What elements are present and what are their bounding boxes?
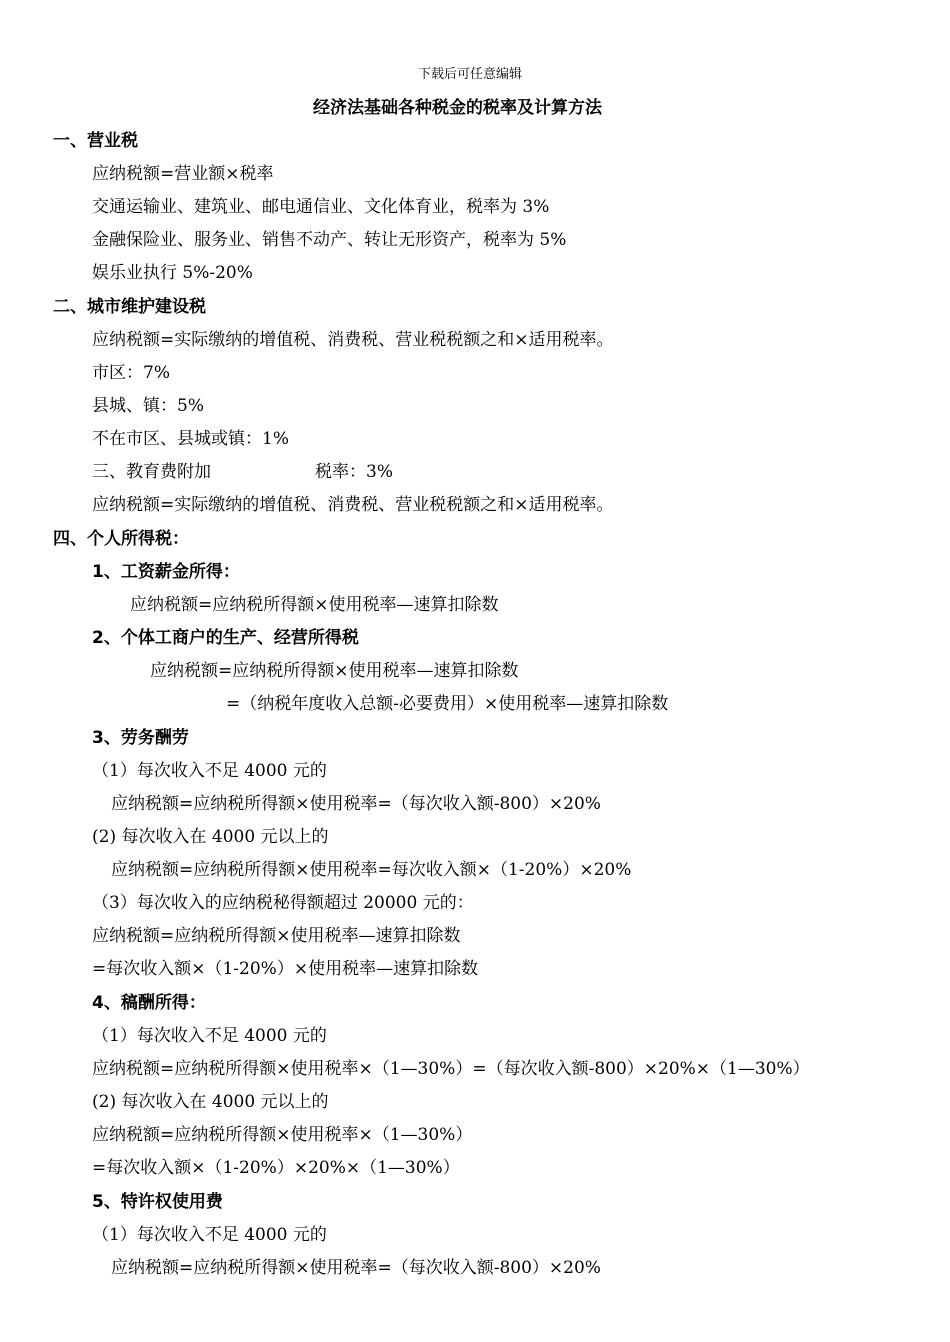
case-line: (2) 每次收入在 4000 元以上的 <box>92 827 329 847</box>
text-line: 娱乐业执行 5%-20% <box>92 263 253 283</box>
formula-line: =每次收入额×（1-20%）×使用税率—速算扣除数 <box>92 959 479 979</box>
formula-line: 应纳税额=应纳税所得额×使用税率=（每次收入额-800）×20% <box>111 794 601 814</box>
subsection-heading: 5、特许权使用费 <box>92 1192 223 1212</box>
formula-line: 应纳税额=实际缴纳的增值税、消费税、营业税税额之和×适用税率。 <box>92 495 614 515</box>
rate-text: 税率：3% <box>315 462 393 482</box>
text-line: 市区：7% <box>92 363 170 383</box>
section-heading-income-tax: 四、个人所得税： <box>53 529 189 549</box>
formula-line: 应纳税额=应纳税所得额×使用税率—速算扣除数 <box>150 661 519 681</box>
case-line: （1）每次收入不足 4000 元的 <box>92 761 327 781</box>
header-note: 下载后可任意编辑 <box>418 67 523 82</box>
section-heading-urban-tax: 二、城市维护建设税 <box>53 297 206 317</box>
formula-line: 应纳税额=应纳税所得额×使用税率—速算扣除数 <box>130 595 499 615</box>
text-line: 交通运输业、建筑业、邮电通信业、文化体育业，税率为 3% <box>92 197 550 217</box>
text-line: 县城、镇：5% <box>92 396 204 416</box>
case-line: （1）每次收入不足 4000 元的 <box>92 1225 327 1245</box>
subsection-heading: 2、个体工商户的生产、经营所得税 <box>92 628 359 648</box>
formula-line: 应纳税额=应纳税所得额×使用税率=每次收入额×（1-20%）×20% <box>111 860 632 880</box>
formula-line: 应纳税额=应纳税所得额×使用税率—速算扣除数 <box>92 926 461 946</box>
subsection-heading: 1、工资薪金所得： <box>92 562 240 582</box>
subsection-heading: 4、稿酬所得： <box>92 993 206 1013</box>
subsection-heading: 3、劳务酬劳 <box>92 728 189 748</box>
page-title: 经济法基础各种税金的税率及计算方法 <box>313 98 602 118</box>
formula-line: =每次收入额×（1-20%）×20%×（1—30%） <box>92 1158 460 1178</box>
formula-line: 应纳税额=实际缴纳的增值税、消费税、营业税税额之和×适用税率。 <box>92 330 614 350</box>
formula-line: 应纳税额=应纳税所得额×使用税率×（1—30%） <box>92 1125 473 1145</box>
formula-line: 应纳税额=应纳税所得额×使用税率×（1—30%）=（每次收入额-800）×20%×（1—30%） <box>92 1059 810 1079</box>
formula-line: 应纳税额=应纳税所得额×使用税率=（每次收入额-800）×20% <box>111 1258 601 1278</box>
case-line: （1）每次收入不足 4000 元的 <box>92 1026 327 1046</box>
formula-line: =（纳税年度收入总额-必要费用）×使用税率—速算扣除数 <box>226 694 669 714</box>
section-heading-education-surcharge: 三、教育费附加 <box>92 462 211 482</box>
text-line: 金融保险业、服务业、销售不动产、转让无形资产，税率为 5% <box>92 230 567 250</box>
formula-line: 应纳税额=营业额×税率 <box>92 164 274 184</box>
case-line: (2) 每次收入在 4000 元以上的 <box>92 1092 329 1112</box>
text-line: 不在市区、县城或镇：1% <box>92 429 289 449</box>
case-line: （3）每次收入的应纳税秘得额超过 20000 元的： <box>92 893 474 913</box>
section-heading-business-tax: 一、营业税 <box>53 131 138 151</box>
